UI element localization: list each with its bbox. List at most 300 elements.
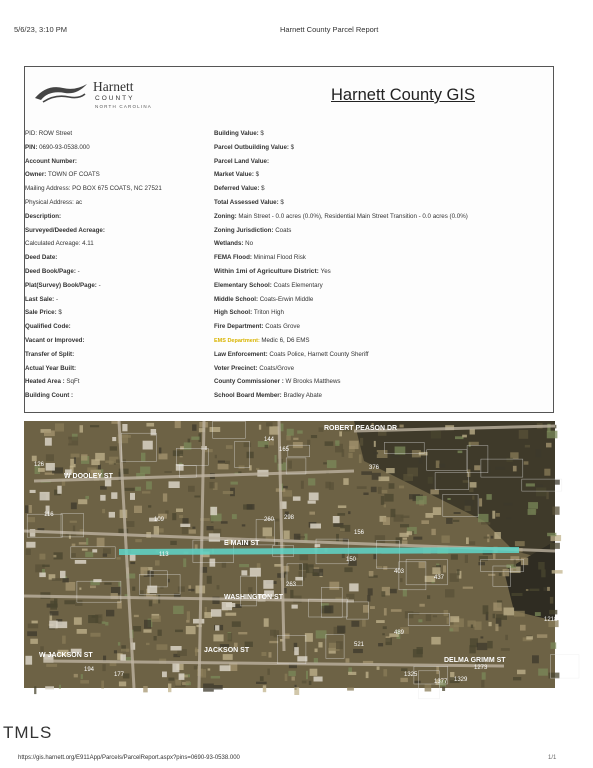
map-texture-block [401, 516, 410, 519]
map-texture-block [391, 609, 402, 612]
field-label: PIN: [25, 143, 40, 151]
map-texture-block [178, 586, 185, 591]
map-texture-block [538, 669, 548, 676]
map-texture-block [191, 437, 199, 440]
map-texture-block [30, 639, 38, 644]
parcel-number-label: 113 [159, 552, 169, 558]
map-texture-block [336, 534, 339, 541]
right-field-12 [214, 296, 313, 303]
map-texture-block [239, 564, 249, 567]
map-texture-block [173, 606, 184, 614]
left-field-18 [25, 378, 79, 385]
map-texture-block [316, 630, 327, 638]
building-roof [172, 663, 179, 672]
map-texture-block [399, 486, 404, 489]
map-texture-block [146, 643, 150, 645]
map-texture-block [132, 587, 135, 591]
map-texture-block [269, 426, 279, 434]
map-texture-block [104, 583, 111, 585]
map-texture-block [74, 617, 82, 625]
map-texture-block [264, 618, 269, 627]
building-roof [241, 570, 247, 575]
map-texture-block [101, 681, 104, 689]
field-value: Coats Police, Harnett County Sheriff [269, 350, 369, 358]
map-texture-block [426, 614, 432, 621]
map-texture-block [143, 686, 148, 692]
map-texture-block [163, 493, 167, 501]
field-label: Calculated Acreage: [25, 240, 83, 248]
map-texture-block [218, 464, 229, 469]
map-texture-block [506, 458, 512, 462]
building-roof [109, 512, 115, 518]
map-texture-block [546, 492, 549, 500]
map-texture-block [81, 674, 83, 679]
map-texture-block [431, 431, 441, 439]
map-texture-block [290, 590, 293, 598]
field-label: Mailing Address: [25, 185, 73, 193]
map-texture-block [232, 514, 237, 519]
parcel-number-label: 1329 [454, 677, 468, 683]
map-texture-block [474, 465, 480, 470]
map-texture-block [186, 626, 196, 634]
map-texture-block [528, 509, 536, 515]
map-texture-block [337, 513, 345, 516]
building-roof [215, 625, 219, 631]
map-texture-block [319, 427, 324, 432]
map-texture-block [78, 499, 87, 504]
parcel-number-label: 109 [154, 517, 165, 523]
building-roof [171, 646, 182, 651]
map-texture-block [431, 529, 435, 535]
map-texture-block [102, 621, 106, 624]
map-texture-block [450, 573, 459, 582]
field-label: Description: [25, 212, 62, 220]
map-texture-block [260, 676, 264, 681]
map-texture-block [207, 526, 214, 530]
building-roof [100, 495, 105, 501]
map-texture-block [416, 496, 427, 504]
building-roof [92, 549, 97, 552]
map-texture-block [347, 687, 354, 690]
building-roof [45, 686, 54, 689]
map-texture-block [481, 680, 484, 687]
map-texture-block [526, 636, 533, 639]
map-texture-block [450, 616, 459, 622]
map-texture-block [71, 553, 76, 557]
map-texture-block [436, 461, 440, 469]
map-texture-block [294, 534, 301, 541]
field-label: Within 1mi of Agriculture District: [214, 268, 321, 275]
field-label: Law Enforcement: [214, 350, 270, 358]
mls-watermark: TMLS [3, 723, 53, 742]
map-texture-block [382, 633, 385, 635]
map-texture-block [52, 578, 62, 581]
street-label: JACKSON ST [204, 647, 250, 654]
map-texture-block [141, 453, 145, 462]
map-texture-block [39, 554, 45, 560]
right-field-15 [214, 337, 310, 344]
map-texture-block [311, 435, 317, 438]
map-texture-block [458, 451, 463, 454]
field-label: Physical Address: [25, 199, 76, 206]
map-texture-block [247, 452, 254, 459]
map-texture-block [103, 548, 111, 554]
right-field-7 [214, 227, 291, 234]
field-value: Medic 6, D6 EMS [261, 337, 310, 344]
map-texture-block [547, 587, 550, 591]
print-header-title: Harnett County Parcel Report [280, 25, 379, 34]
map-texture-block [471, 625, 473, 628]
map-texture-block [446, 518, 453, 524]
map-texture-block [175, 630, 183, 633]
map-texture-block [462, 435, 467, 438]
parcel-number-label: 165 [279, 447, 290, 453]
map-texture-block [381, 490, 387, 493]
map-texture-block [55, 423, 64, 431]
map-texture-block [77, 629, 87, 634]
building-roof [162, 672, 167, 678]
map-texture-block [400, 578, 403, 582]
map-texture-block [447, 498, 450, 500]
map-texture-block [493, 614, 496, 619]
building-roof [210, 559, 216, 567]
map-texture-block [541, 569, 545, 577]
map-texture-block [306, 671, 308, 680]
field-value: - [98, 281, 101, 289]
map-texture-block [514, 611, 525, 617]
map-texture-block [376, 620, 385, 623]
map-texture-block [27, 631, 37, 636]
map-texture-block [256, 682, 267, 684]
map-texture-block [146, 481, 152, 489]
right-field-5 [214, 199, 284, 206]
map-texture-block [38, 468, 45, 472]
map-texture-block [336, 641, 343, 649]
right-field-9 [214, 254, 306, 261]
map-texture-block [183, 558, 186, 567]
map-texture-block [513, 569, 516, 571]
building-roof [193, 619, 204, 624]
field-label: Sale Price: [25, 309, 59, 317]
map-texture-block [192, 424, 196, 430]
map-texture-block [526, 483, 535, 486]
right-field-0 [214, 130, 264, 137]
field-value: - [55, 295, 59, 303]
map-texture-block [232, 621, 241, 627]
aerial-parcel-map[interactable] [24, 421, 558, 688]
building-roof [60, 571, 66, 578]
map-texture-block [379, 477, 390, 482]
building-roof [49, 621, 58, 629]
map-texture-block [269, 641, 278, 643]
street-label: W DOOLEY ST [64, 473, 113, 480]
parcel-number-label: 144 [264, 437, 275, 443]
field-value: 0690-93-0538.000 [39, 143, 90, 151]
map-texture-block [267, 669, 270, 675]
map-texture-block [154, 636, 157, 641]
map-texture-block [214, 685, 223, 690]
map-texture-block [386, 638, 393, 645]
building-roof [26, 542, 35, 548]
map-texture-block [349, 441, 358, 449]
map-texture-block [506, 517, 511, 519]
map-texture-block [550, 597, 553, 604]
map-texture-block [436, 667, 439, 675]
building-roof [315, 544, 321, 547]
map-texture-block [135, 487, 141, 491]
map-texture-block [90, 425, 99, 427]
map-texture-block [242, 524, 246, 526]
map-texture-block [71, 503, 77, 510]
building-roof [179, 673, 185, 680]
map-texture-block [106, 610, 114, 617]
map-texture-block [425, 513, 433, 518]
map-texture-block [32, 621, 38, 624]
map-texture-block [247, 504, 255, 510]
harnett-county-logo [33, 78, 173, 118]
map-texture-block [519, 430, 529, 439]
map-texture-block [362, 620, 366, 627]
map-texture-block [403, 589, 407, 596]
map-texture-block [505, 635, 508, 640]
map-texture-block [292, 677, 295, 681]
map-texture-block [318, 642, 322, 647]
field-label: FEMA Flood: [214, 254, 254, 262]
left-field-8 [25, 240, 94, 247]
map-texture-block [90, 633, 100, 637]
map-texture-block [149, 600, 152, 606]
left-field-16 [25, 351, 74, 358]
map-texture-block [50, 601, 57, 610]
map-texture-block [256, 468, 259, 470]
map-texture-block [140, 467, 150, 474]
map-texture-block [381, 496, 385, 505]
map-texture-block [418, 619, 422, 622]
map-texture-block [414, 681, 420, 684]
map-texture-block [337, 626, 345, 634]
field-label: Qualified Code: [25, 323, 71, 331]
map-texture-block [504, 608, 515, 616]
field-value: Main Street - 0.0 acres (0.0%), Residential Main Street Transition - 0.0 acres (0.0%) [238, 212, 468, 220]
map-texture-block [386, 468, 395, 473]
map-texture-block [348, 511, 350, 514]
map-texture-block [90, 586, 96, 589]
map-texture-block [218, 461, 225, 463]
map-texture-block [472, 496, 474, 500]
map-texture-block [70, 521, 77, 523]
field-label: Owner: [25, 171, 49, 179]
field-label: Building Value: [214, 130, 261, 137]
map-texture-block [399, 533, 408, 537]
field-label: Deed Book/Page: [25, 268, 78, 275]
map-texture-block [403, 538, 407, 540]
map-texture-block [482, 672, 486, 679]
map-texture-block [194, 666, 198, 670]
map-texture-block [88, 615, 98, 623]
field-label: Fire Department: [214, 323, 266, 331]
parcel-number-label: 1325 [404, 672, 418, 678]
map-texture-block [346, 658, 350, 662]
map-texture-block [361, 471, 372, 475]
map-texture-block [479, 556, 488, 561]
map-texture-block [445, 589, 454, 597]
building-roof [211, 609, 222, 617]
map-texture-block [478, 514, 489, 522]
map-texture-block [383, 669, 387, 676]
building-roof [57, 486, 61, 494]
parcel-number-label: 156 [354, 530, 365, 536]
map-texture-block [431, 637, 440, 645]
map-texture-block [360, 438, 363, 446]
map-texture-block [288, 461, 292, 469]
map-texture-block [433, 507, 441, 515]
street-label: ROBERT PEASON DR [324, 425, 398, 432]
building-roof [75, 560, 86, 564]
logo-county: COUNTY [95, 95, 135, 102]
map-texture-block [335, 440, 339, 446]
field-label: Heated Area : [25, 378, 67, 386]
map-texture-block [554, 480, 560, 485]
map-texture-block [373, 452, 378, 454]
map-texture-block [79, 588, 81, 590]
right-field-16 [214, 351, 369, 358]
map-texture-block [46, 664, 57, 667]
building-roof [263, 580, 273, 589]
map-texture-block [80, 680, 89, 683]
building-roof [309, 493, 319, 501]
map-texture-block [157, 644, 168, 650]
map-texture-block [134, 615, 139, 617]
map-texture-block [378, 643, 383, 646]
field-label: Market Value: [214, 171, 256, 179]
left-field-0 [25, 130, 72, 137]
map-texture-block [284, 531, 290, 540]
field-value: Coats/Grove [259, 364, 295, 372]
map-texture-block [371, 487, 377, 493]
map-texture-block [469, 442, 479, 445]
map-texture-block [547, 533, 556, 536]
building-roof [45, 438, 52, 446]
building-roof [308, 501, 316, 504]
map-texture-block [432, 567, 440, 574]
map-texture-block [550, 543, 560, 549]
map-texture-block [368, 588, 373, 595]
map-texture-block [103, 554, 107, 557]
map-texture-block [544, 469, 550, 476]
map-texture-block [400, 425, 404, 428]
map-texture-block [400, 524, 409, 527]
map-texture-block [71, 454, 80, 458]
map-texture-block [428, 477, 433, 484]
map-texture-block [359, 454, 362, 463]
building-roof [46, 463, 55, 471]
building-roof [25, 656, 32, 665]
map-texture-block [491, 536, 494, 539]
map-texture-block [32, 456, 37, 462]
map-texture-block [81, 454, 87, 460]
map-texture-block [187, 611, 190, 620]
map-texture-block [74, 674, 78, 678]
map-texture-block [308, 478, 315, 485]
map-texture-block [118, 642, 120, 646]
map-texture-block [263, 527, 272, 536]
map-texture-block [105, 461, 111, 464]
map-texture-block [44, 431, 55, 437]
right-field-17 [214, 365, 294, 372]
map-texture-block [538, 562, 545, 570]
map-texture-block [217, 585, 220, 589]
right-field-8 [214, 240, 253, 247]
field-label: Deferred Value: [214, 185, 262, 193]
map-texture-block [374, 441, 376, 447]
map-texture-block [143, 629, 151, 632]
map-texture-block [62, 636, 66, 644]
field-label: Actual Year Built: [25, 364, 77, 372]
map-texture-block [314, 658, 318, 663]
map-texture-block [121, 435, 131, 438]
map-texture-block [325, 482, 331, 489]
map-texture-block [186, 681, 190, 684]
map-texture-block [496, 513, 500, 517]
map-texture-block [537, 634, 547, 638]
building-roof [349, 583, 358, 591]
map-texture-block [494, 532, 501, 539]
map-texture-block [340, 528, 345, 531]
map-texture-block [338, 505, 346, 508]
map-texture-block [164, 471, 171, 473]
map-texture-block [309, 512, 315, 515]
map-texture-block [148, 505, 151, 507]
street-label: DELMA GRIMM ST [444, 657, 506, 664]
map-texture-block [85, 552, 93, 558]
map-texture-block [176, 509, 183, 513]
map-texture-block [535, 449, 541, 457]
map-texture-block [34, 686, 36, 694]
print-date: 5/6/23, 3:10 PM [14, 25, 67, 34]
parcel-number-label: 437 [434, 575, 445, 581]
map-texture-block [170, 541, 177, 545]
map-texture-block [74, 457, 76, 464]
field-value: Coats Elementary [273, 281, 323, 289]
map-texture-block [301, 481, 304, 489]
map-texture-block [28, 517, 35, 522]
field-label: Parcel Land Value: [214, 157, 270, 165]
field-value: W Brooks Matthews [285, 378, 341, 386]
map-texture-block [503, 569, 510, 576]
map-texture-block [173, 450, 183, 456]
map-texture-block [210, 427, 221, 432]
map-texture-block [274, 630, 280, 637]
map-texture-block [453, 520, 459, 522]
map-texture-block [329, 582, 339, 590]
field-label: High School: [214, 309, 254, 317]
field-value: $ [290, 143, 295, 151]
map-texture-block [501, 648, 510, 651]
map-texture-block [207, 576, 212, 584]
parcel-number-label: 403 [394, 569, 405, 575]
map-texture-block [367, 595, 370, 601]
map-texture-block [465, 506, 471, 511]
building-roof [143, 441, 153, 450]
right-field-13 [214, 309, 284, 316]
field-label: Building Count : [25, 392, 74, 400]
map-texture-block [223, 654, 233, 660]
field-value: Triton High [253, 309, 284, 317]
map-texture-block [544, 587, 548, 591]
map-texture-block [495, 624, 498, 631]
field-label: EMS Department: [214, 338, 262, 344]
map-texture-block [300, 555, 309, 561]
